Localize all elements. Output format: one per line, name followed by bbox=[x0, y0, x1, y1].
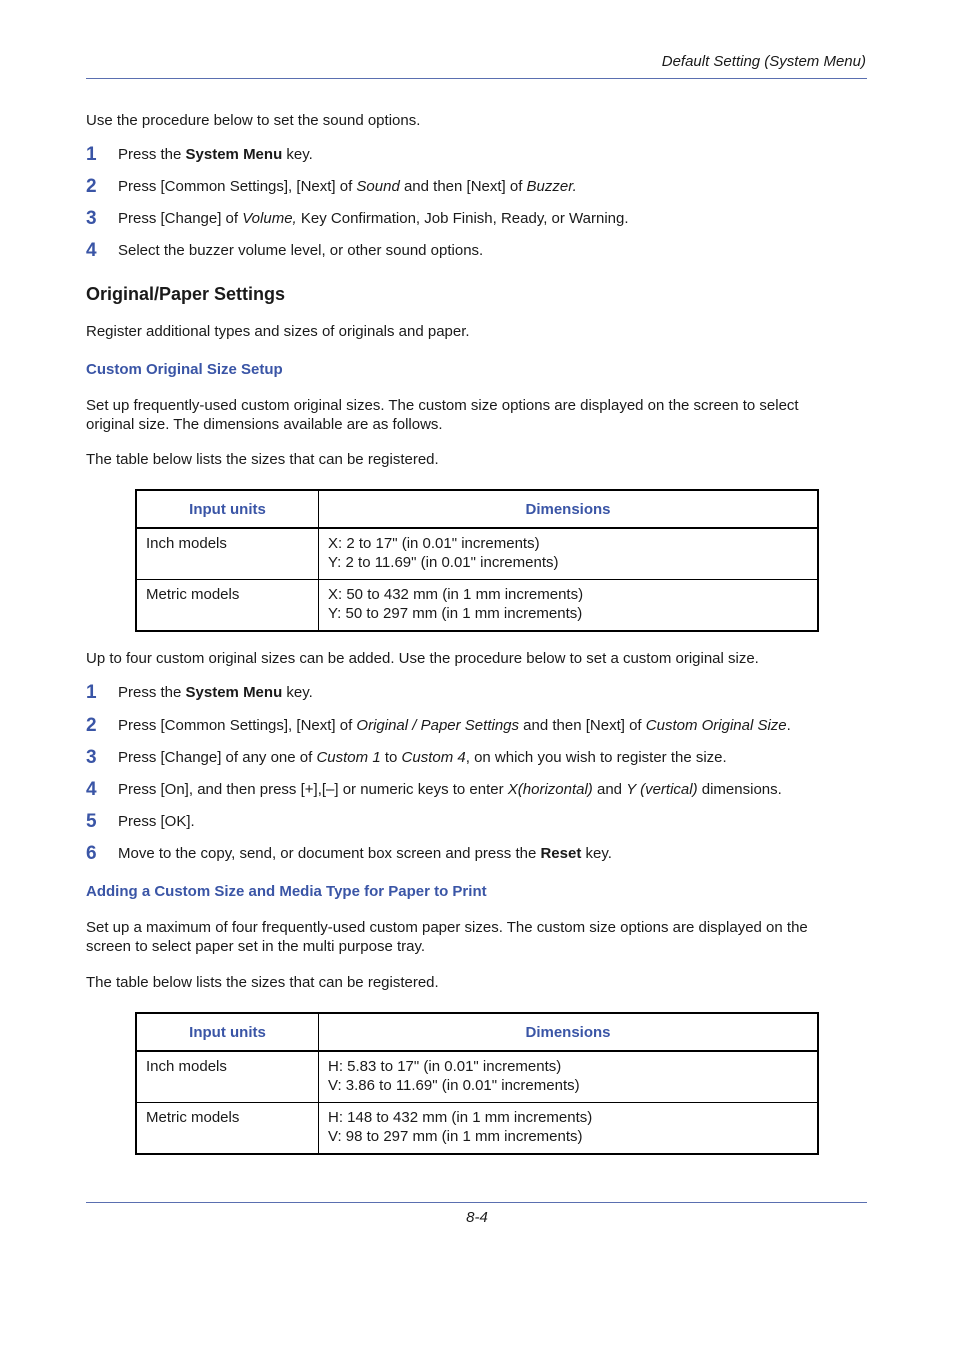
original-step-2-text bbox=[118, 715, 866, 737]
table-row bbox=[136, 528, 818, 580]
subheading-custom-paper-size: Adding a Custom Size and Media Type for Paper to Print bbox=[86, 883, 487, 900]
text-run: and then [Next] of bbox=[399, 178, 527, 195]
custom-original-after-table: Up to four custom original sizes can be added. Use the procedure below to set a custom original size. bbox=[86, 650, 759, 667]
column-header-dimensions: Dimensions bbox=[319, 1013, 819, 1051]
original-step-6-number: 6 bbox=[86, 843, 97, 864]
header-rule bbox=[86, 78, 867, 79]
cell-dimensions bbox=[319, 528, 819, 580]
text-run: key. bbox=[282, 684, 313, 701]
text-run: Select the buzzer volume level, or other sound options. bbox=[118, 242, 484, 259]
menu-term: X(horizontal) bbox=[507, 781, 593, 798]
dimension-line: X: 2 to 17" (in 0.01" increments) bbox=[328, 535, 540, 552]
menu-term: Sound bbox=[356, 178, 400, 195]
text-run: Press the bbox=[118, 146, 186, 163]
original-step-3-text bbox=[118, 747, 866, 769]
text-run: dimensions. bbox=[697, 781, 782, 798]
text-run: Press [Common Settings], [Next] of bbox=[118, 717, 357, 734]
sound-step-4-text bbox=[118, 240, 866, 262]
text-run: Press [OK]. bbox=[118, 813, 195, 830]
original-step-4-text bbox=[118, 779, 866, 801]
text-run: to bbox=[380, 749, 402, 766]
table-row bbox=[136, 580, 818, 632]
footer-rule bbox=[86, 1202, 867, 1203]
dimension-line: X: 50 to 432 mm (in 1 mm increments) bbox=[328, 586, 584, 603]
original-step-6-text bbox=[118, 843, 866, 865]
sound-step-3-number: 3 bbox=[86, 208, 97, 229]
original-paper-intro: Register additional types and sizes of originals and paper. bbox=[86, 323, 470, 340]
menu-term: Original / Paper Settings bbox=[356, 717, 520, 734]
sound-step-1-number: 1 bbox=[86, 144, 97, 165]
original-step-2-number: 2 bbox=[86, 715, 97, 736]
text-run: and bbox=[592, 781, 627, 798]
table-header-row bbox=[136, 1013, 818, 1051]
cell-dimensions bbox=[319, 1051, 819, 1103]
key-name: Reset bbox=[540, 845, 582, 862]
original-step-5-text bbox=[118, 811, 866, 833]
table-row bbox=[136, 1051, 818, 1103]
custom-paper-description-line-2: screen to select paper set in the multi purpose tray. bbox=[86, 938, 426, 955]
table-header-row bbox=[136, 490, 818, 528]
text-run: Press [On], and then press [+],[–] or numeric keys to enter bbox=[118, 781, 508, 798]
cell-dimensions bbox=[319, 1103, 819, 1155]
section-heading-original-paper: Original/Paper Settings bbox=[86, 284, 286, 304]
column-header-input-units: Input units bbox=[136, 490, 319, 528]
cell-input-unit: Metric models bbox=[136, 580, 319, 632]
menu-term: Custom 4 bbox=[401, 749, 466, 766]
running-head: Default Setting (System Menu) bbox=[661, 53, 866, 70]
text-run: key. bbox=[282, 146, 313, 163]
custom-original-table-intro: The table below lists the sizes that can be registered. bbox=[86, 451, 439, 468]
column-header-input-units: Input units bbox=[136, 1013, 319, 1051]
sound-step-2-text bbox=[118, 176, 866, 198]
dimension-line: V: 3.86 to 11.69" (in 0.01" increments) bbox=[328, 1077, 580, 1094]
key-name: System Menu bbox=[185, 146, 283, 163]
cell-input-unit: Metric models bbox=[136, 1103, 319, 1155]
text-run: key. bbox=[581, 845, 612, 862]
text-run: Press [Change] of bbox=[118, 210, 243, 227]
original-step-4-number: 4 bbox=[86, 779, 97, 800]
text-run: Press the bbox=[118, 684, 186, 701]
original-step-1-text bbox=[118, 682, 866, 704]
original-step-3-number: 3 bbox=[86, 747, 97, 768]
custom-original-description-line-1: Set up frequently-used custom original sizes. The custom size options are displayed on the screen to select bbox=[86, 397, 799, 414]
sound-step-4-number: 4 bbox=[86, 240, 97, 261]
text-run: . bbox=[786, 717, 791, 734]
custom-original-description bbox=[86, 396, 866, 434]
column-header-dimensions: Dimensions bbox=[319, 490, 819, 528]
menu-term: Buzzer. bbox=[526, 178, 577, 195]
sound-step-1-text bbox=[118, 144, 866, 166]
page-number: 8-4 bbox=[466, 1209, 488, 1226]
dimension-line: H: 148 to 432 mm (in 1 mm increments) bbox=[328, 1109, 593, 1126]
dimension-line: V: 98 to 297 mm (in 1 mm increments) bbox=[328, 1128, 583, 1145]
key-name: System Menu bbox=[185, 684, 283, 701]
sound-step-3-text bbox=[118, 208, 866, 230]
original-step-5-number: 5 bbox=[86, 811, 97, 832]
custom-paper-description bbox=[86, 918, 866, 956]
text-run: Key Confirmation, Job Finish, Ready, or Warning. bbox=[296, 210, 629, 227]
menu-term: Custom Original Size bbox=[645, 717, 787, 734]
text-run: Move to the copy, send, or document box screen and press the bbox=[118, 845, 541, 862]
cell-input-unit: Inch models bbox=[146, 535, 227, 552]
text-run: and then [Next] of bbox=[519, 717, 646, 734]
dimension-line: Y: 50 to 297 mm (in 1 mm increments) bbox=[328, 605, 583, 622]
subheading-custom-original-size: Custom Original Size Setup bbox=[86, 361, 283, 378]
sound-intro: Use the procedure below to set the sound options. bbox=[86, 112, 421, 129]
menu-term: Custom 1 bbox=[316, 749, 381, 766]
dimension-line: Y: 2 to 11.69" (in 0.01" increments) bbox=[328, 554, 559, 571]
custom-paper-table-intro: The table below lists the sizes that can be registered. bbox=[86, 974, 439, 991]
text-run: Press [Change] of any one of bbox=[118, 749, 317, 766]
custom-original-size-table bbox=[135, 489, 819, 632]
cell-input-unit: Inch models bbox=[146, 1058, 227, 1075]
text-run: Press [Common Settings], [Next] of bbox=[118, 178, 357, 195]
custom-paper-description-line-1: Set up a maximum of four frequently-used custom paper sizes. The custom size options are displayed on the bbox=[86, 919, 808, 936]
sound-step-2-number: 2 bbox=[86, 176, 97, 197]
custom-original-description-line-2: original size. The dimensions available are as follows. bbox=[86, 416, 443, 433]
menu-term: Y (vertical) bbox=[626, 781, 698, 798]
dimension-line: H: 5.83 to 17" (in 0.01" increments) bbox=[328, 1058, 562, 1075]
custom-paper-size-table bbox=[135, 1012, 819, 1155]
table-row bbox=[136, 1103, 818, 1155]
menu-term: Volume, bbox=[242, 210, 297, 227]
text-run: , on which you wish to register the size. bbox=[465, 749, 727, 766]
cell-dimensions bbox=[319, 580, 819, 632]
original-step-1-number: 1 bbox=[86, 682, 97, 703]
